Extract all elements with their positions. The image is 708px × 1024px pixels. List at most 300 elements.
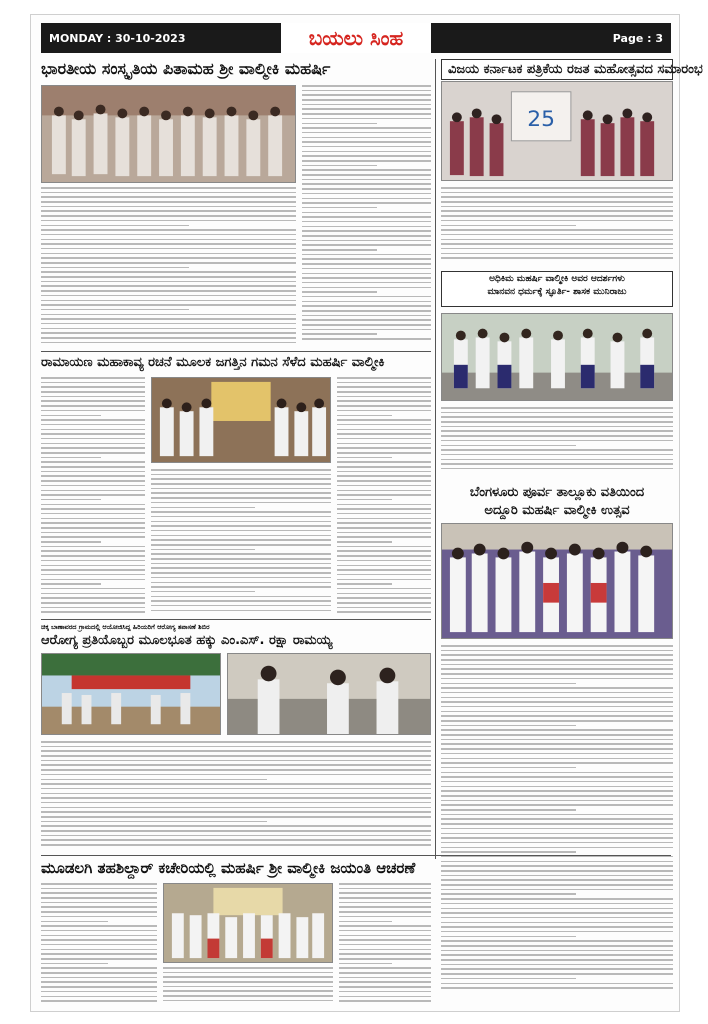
- text-line: [302, 94, 431, 96]
- text-line: [41, 550, 145, 552]
- text-line: [339, 958, 431, 960]
- text-line: [41, 611, 145, 613]
- text-line: [302, 179, 431, 181]
- text-line: [41, 187, 296, 189]
- text-line: [41, 443, 145, 445]
- text-line: [41, 835, 431, 837]
- text-line: [337, 447, 431, 449]
- text-line: [151, 469, 331, 471]
- text-line: [441, 762, 673, 764]
- text-line: [441, 416, 673, 418]
- text-line: [41, 536, 145, 538]
- article-5-headline-line1: ಬೆಂಗಳೂರು ಪೂರ್ವ ತಾಲ್ಲೂಕು ವತಿಯಿಂದ: [469, 485, 645, 500]
- article-3-body-col1: [41, 377, 145, 617]
- text-line: [41, 342, 296, 344]
- text-line: [41, 597, 145, 599]
- text-line: [41, 607, 145, 609]
- text-line: [41, 337, 296, 339]
- article-4-headline-line1: ಅಧಿಕಿಮ ಮಹರ್ಷಿ ವಾಲ್ಮೀಕಿ ಅವರ ಆದರ್ಶಗಳು: [489, 274, 625, 284]
- text-line: [441, 903, 673, 905]
- text-line: [441, 210, 673, 212]
- text-line: [41, 433, 145, 435]
- text-line: [337, 527, 431, 529]
- text-line: [441, 893, 576, 895]
- newspaper-page: [30, 14, 703, 1012]
- article-5-headline-line2: ಅದ್ದೂರಿ ಮಹರ್ಷಿ ವಾಲ್ಮೀಕಿ ಉತ್ಸವ: [484, 503, 630, 518]
- text-line: [337, 508, 431, 510]
- text-line: [151, 577, 331, 579]
- text-line: [441, 729, 673, 731]
- page-number: Page : 3: [612, 31, 663, 45]
- text-line: [441, 931, 673, 933]
- text-line: [337, 391, 431, 393]
- text-line: [337, 499, 392, 501]
- text-line: [337, 457, 392, 459]
- text-line: [302, 174, 431, 176]
- text-line: [302, 188, 431, 190]
- text-line: [151, 544, 331, 546]
- text-line: [41, 797, 431, 799]
- text-line: [302, 118, 431, 120]
- text-line: [441, 898, 673, 900]
- text-line: [41, 466, 145, 468]
- text-line: [441, 912, 673, 914]
- text-line: [302, 137, 431, 139]
- text-line: [41, 405, 145, 407]
- text-line: [339, 963, 392, 965]
- text-line: [339, 972, 431, 974]
- text-line: [339, 977, 431, 979]
- text-line: [302, 235, 431, 237]
- text-line: [441, 926, 673, 928]
- text-line: [302, 249, 377, 251]
- text-line: [41, 281, 296, 283]
- masthead: [41, 23, 671, 53]
- text-line: [302, 296, 431, 298]
- text-line: [163, 1000, 333, 1002]
- text-line: [441, 748, 673, 750]
- text-line: [337, 532, 431, 534]
- text-line: [41, 196, 296, 198]
- text-line: [339, 892, 431, 894]
- text-line: [151, 507, 255, 509]
- text-line: [337, 433, 431, 435]
- text-line: [151, 497, 331, 499]
- text-line: [302, 226, 431, 228]
- text-line: [337, 607, 431, 609]
- text-line: [441, 837, 673, 839]
- text-line: [337, 400, 431, 402]
- text-line: [441, 678, 673, 680]
- text-line: [339, 949, 431, 951]
- text-line: [41, 821, 267, 823]
- text-line: [41, 499, 101, 501]
- text-line: [41, 906, 157, 908]
- text-line: [339, 906, 431, 908]
- text-line: [441, 856, 673, 858]
- text-line: [41, 769, 431, 771]
- text-line: [151, 488, 331, 490]
- text-line: [41, 892, 157, 894]
- text-line: [41, 779, 267, 781]
- text-line: [41, 830, 431, 832]
- text-line: [441, 225, 576, 227]
- text-line: [41, 816, 431, 818]
- text-line: [41, 839, 431, 841]
- text-line: [337, 438, 431, 440]
- text-line: [441, 248, 673, 250]
- text-line: [41, 508, 145, 510]
- text-line: [339, 953, 431, 955]
- text-line: [337, 522, 431, 524]
- text-line: [41, 793, 431, 795]
- text-line: [41, 574, 145, 576]
- text-line: [337, 485, 431, 487]
- text-line: [441, 804, 673, 806]
- text-line: [441, 692, 673, 694]
- text-line: [337, 593, 431, 595]
- text-line: [441, 454, 673, 456]
- text-line: [441, 220, 673, 222]
- text-line: [441, 847, 673, 849]
- text-line: [41, 963, 108, 965]
- text-line: [441, 781, 673, 783]
- text-line: [151, 558, 331, 560]
- text-line: [41, 888, 157, 890]
- text-line: [441, 421, 673, 423]
- text-line: [337, 471, 431, 473]
- article-7-body-col2: [163, 967, 333, 1007]
- text-line: [339, 935, 431, 937]
- text-line: [151, 563, 331, 565]
- text-line: [151, 521, 331, 523]
- text-line: [41, 944, 157, 946]
- text-line: [337, 461, 431, 463]
- text-line: [41, 391, 145, 393]
- text-line: [41, 410, 145, 412]
- text-line: [41, 746, 431, 748]
- text-line: [339, 944, 431, 946]
- text-line: [441, 940, 673, 942]
- text-line: [302, 155, 431, 157]
- text-line: [41, 958, 157, 960]
- text-line: [41, 953, 157, 955]
- article-3-headline: ರಾಮಾಯಣ ಮಹಾಕಾವ್ಯ ರಚನೆ ಮೂಲಕ ಜಗತ್ತಿನ ಗಮನ ಸೆಳೆದ ಮಹರ್ಷಿ ವಾಲ್ಮೀಕಿ: [41, 355, 385, 370]
- text-line: [302, 169, 431, 171]
- text-line: [441, 412, 673, 414]
- text-line: [302, 305, 431, 307]
- text-line: [41, 480, 145, 482]
- text-line: [441, 440, 673, 442]
- text-line: [302, 315, 431, 317]
- text-line: [302, 160, 431, 162]
- text-line: [151, 600, 331, 602]
- text-line: [441, 215, 673, 217]
- text-line: [163, 981, 333, 983]
- text-line: [337, 424, 431, 426]
- text-line: [41, 234, 296, 236]
- text-line: [41, 377, 145, 379]
- text-line: [441, 407, 673, 409]
- text-line: [339, 996, 431, 998]
- text-line: [441, 253, 673, 255]
- text-line: [441, 973, 673, 975]
- text-line: [41, 583, 101, 585]
- text-line: [441, 734, 673, 736]
- text-line: [151, 516, 331, 518]
- text-line: [441, 776, 673, 778]
- text-line: [441, 758, 673, 760]
- text-line: [41, 588, 145, 590]
- text-line: [339, 925, 431, 927]
- article-2-body: [441, 187, 673, 265]
- text-line: [337, 546, 431, 548]
- text-line: [339, 981, 431, 983]
- text-line: [163, 995, 333, 997]
- text-line: [441, 823, 673, 825]
- text-line: [41, 490, 145, 492]
- text-line: [337, 588, 431, 590]
- text-line: [41, 382, 145, 384]
- text-line: [151, 596, 331, 598]
- text-line: [41, 807, 431, 809]
- text-line: [441, 645, 673, 647]
- text-line: [302, 254, 431, 256]
- text-line: [41, 210, 296, 212]
- text-line: [337, 415, 392, 417]
- text-line: [41, 239, 296, 241]
- text-line: [302, 165, 377, 167]
- text-line: [441, 229, 673, 231]
- text-line: [151, 582, 331, 584]
- text-line: [151, 530, 331, 532]
- text-line: [163, 986, 333, 988]
- text-line: [41, 494, 145, 496]
- text-line: [441, 790, 673, 792]
- text-line: [302, 221, 431, 223]
- text-line: [41, 602, 145, 604]
- text-line: [441, 959, 673, 961]
- text-line: [441, 917, 673, 919]
- text-line: [441, 800, 673, 802]
- text-line: [302, 132, 431, 134]
- text-line: [302, 338, 431, 340]
- text-line: [337, 494, 431, 496]
- text-line: [302, 216, 431, 218]
- text-line: [41, 475, 145, 477]
- text-line: [302, 273, 431, 275]
- text-line: [302, 198, 431, 200]
- article-1-body-right: [302, 85, 431, 347]
- text-line: [337, 513, 431, 515]
- text-line: [41, 332, 296, 334]
- text-line: [41, 518, 145, 520]
- text-line: [441, 187, 673, 189]
- text-line: [41, 972, 157, 974]
- article-7-body-col3: [339, 883, 431, 1007]
- text-line: [302, 287, 431, 289]
- text-line: [41, 825, 431, 827]
- text-line: [302, 202, 431, 204]
- newspaper-title: ಬಯಲು ಸಿಂಹ: [281, 23, 431, 53]
- text-line: [41, 522, 145, 524]
- text-line: [337, 419, 431, 421]
- text-line: [41, 883, 157, 885]
- text-line: [151, 572, 331, 574]
- text-line: [41, 192, 296, 194]
- text-line: [441, 767, 576, 769]
- text-line: [441, 468, 673, 470]
- text-line: [441, 257, 673, 259]
- text-line: [41, 741, 431, 743]
- text-line: [337, 405, 431, 407]
- article-5-body: [441, 645, 673, 995]
- text-line: [337, 560, 431, 562]
- issue-date: MONDAY : 30-10-2023: [49, 31, 186, 45]
- text-line: [337, 555, 431, 557]
- text-line: [337, 504, 431, 506]
- text-line: [302, 240, 431, 242]
- text-line: [41, 257, 296, 259]
- text-line: [41, 986, 157, 988]
- column-divider: [435, 59, 436, 859]
- article-6-photo-left: [41, 653, 221, 735]
- text-line: [441, 711, 673, 713]
- text-line: [41, 569, 145, 571]
- text-line: [151, 549, 255, 551]
- text-line: [339, 902, 431, 904]
- text-line: [41, 271, 296, 273]
- text-line: [302, 207, 377, 209]
- text-line: [441, 833, 673, 835]
- text-line: [302, 291, 377, 293]
- article-1-photo: [41, 85, 296, 183]
- text-line: [302, 244, 431, 246]
- text-line: [151, 539, 331, 541]
- text-line: [302, 282, 431, 284]
- text-line: [41, 930, 157, 932]
- text-line: [441, 950, 673, 952]
- text-line: [41, 949, 157, 951]
- text-line: [163, 976, 333, 978]
- text-line: [163, 990, 333, 992]
- text-line: [151, 605, 331, 607]
- text-line: [41, 579, 145, 581]
- text-line: [441, 954, 673, 956]
- section-divider: [41, 619, 431, 620]
- text-line: [41, 201, 296, 203]
- text-line: [41, 429, 145, 431]
- text-line: [441, 983, 673, 985]
- text-line: [41, 541, 101, 543]
- text-line: [41, 485, 145, 487]
- text-line: [337, 382, 431, 384]
- text-line: [41, 916, 157, 918]
- text-line: [302, 183, 431, 185]
- article-4-headline-line2: ಮಾನವನ ಧರ್ಮಕ್ಕೆ ಸ್ಫೂರ್ತಿ- ಶಾಸಕ ಮುನಿರಾಜು: [487, 287, 627, 297]
- text-line: [441, 664, 673, 666]
- text-line: [337, 466, 431, 468]
- text-line: [41, 750, 431, 752]
- text-line: [151, 567, 331, 569]
- text-line: [441, 908, 673, 910]
- text-line: [41, 248, 296, 250]
- text-line: [441, 720, 673, 722]
- text-line: [151, 492, 331, 494]
- text-line: [41, 396, 145, 398]
- text-line: [441, 968, 673, 970]
- text-line: [41, 386, 145, 388]
- article-6-headline: ಆರೋಗ್ಯ ಪ್ರತಿಯೊಬ್ಬರ ಮೂಲಭೂತ ಹಕ್ಕು ಎಂ.ಎಸ್. ರಕ್ಷಾ ರಾಮಯ್ಯ: [41, 633, 333, 648]
- text-line: [339, 930, 431, 932]
- text-line: [151, 591, 255, 593]
- text-line: [441, 743, 673, 745]
- text-line: [339, 986, 431, 988]
- article-5-photo: [441, 523, 673, 639]
- text-line: [441, 659, 673, 661]
- text-line: [441, 445, 576, 447]
- text-line: [41, 290, 296, 292]
- text-line: [337, 490, 431, 492]
- text-line: [41, 546, 145, 548]
- text-line: [302, 230, 431, 232]
- text-line: [337, 410, 431, 412]
- text-line: [441, 650, 673, 652]
- text-line: [441, 206, 673, 208]
- text-line: [41, 300, 296, 302]
- text-line: [441, 772, 673, 774]
- text-line: [441, 889, 673, 891]
- text-line: [163, 967, 333, 969]
- text-line: [41, 755, 431, 757]
- text-line: [441, 987, 673, 989]
- text-line: [41, 243, 296, 245]
- text-line: [41, 267, 189, 269]
- text-line: [441, 814, 673, 816]
- text-line: [302, 263, 431, 265]
- text-line: [41, 783, 431, 785]
- text-line: [441, 978, 576, 980]
- text-line: [441, 654, 673, 656]
- text-line: [41, 206, 296, 208]
- text-line: [339, 883, 431, 885]
- text-line: [337, 475, 431, 477]
- text-line: [441, 201, 673, 203]
- article-4-headline-box: [441, 271, 673, 307]
- text-line: [441, 922, 673, 924]
- text-line: [302, 268, 431, 270]
- text-line: [441, 795, 673, 797]
- text-line: [441, 725, 576, 727]
- text-line: [41, 318, 296, 320]
- text-line: [339, 921, 392, 923]
- text-line: [441, 435, 673, 437]
- section-divider: [41, 855, 671, 856]
- text-line: [441, 936, 576, 938]
- text-line: [337, 443, 431, 445]
- text-line: [302, 301, 431, 303]
- text-line: [337, 583, 392, 585]
- text-line: [302, 99, 431, 101]
- text-line: [41, 304, 296, 306]
- text-line: [302, 146, 431, 148]
- text-line: [441, 828, 673, 830]
- text-line: [339, 1000, 431, 1002]
- text-line: [41, 921, 108, 923]
- text-line: [163, 972, 333, 974]
- text-line: [337, 377, 431, 379]
- text-line: [151, 535, 331, 537]
